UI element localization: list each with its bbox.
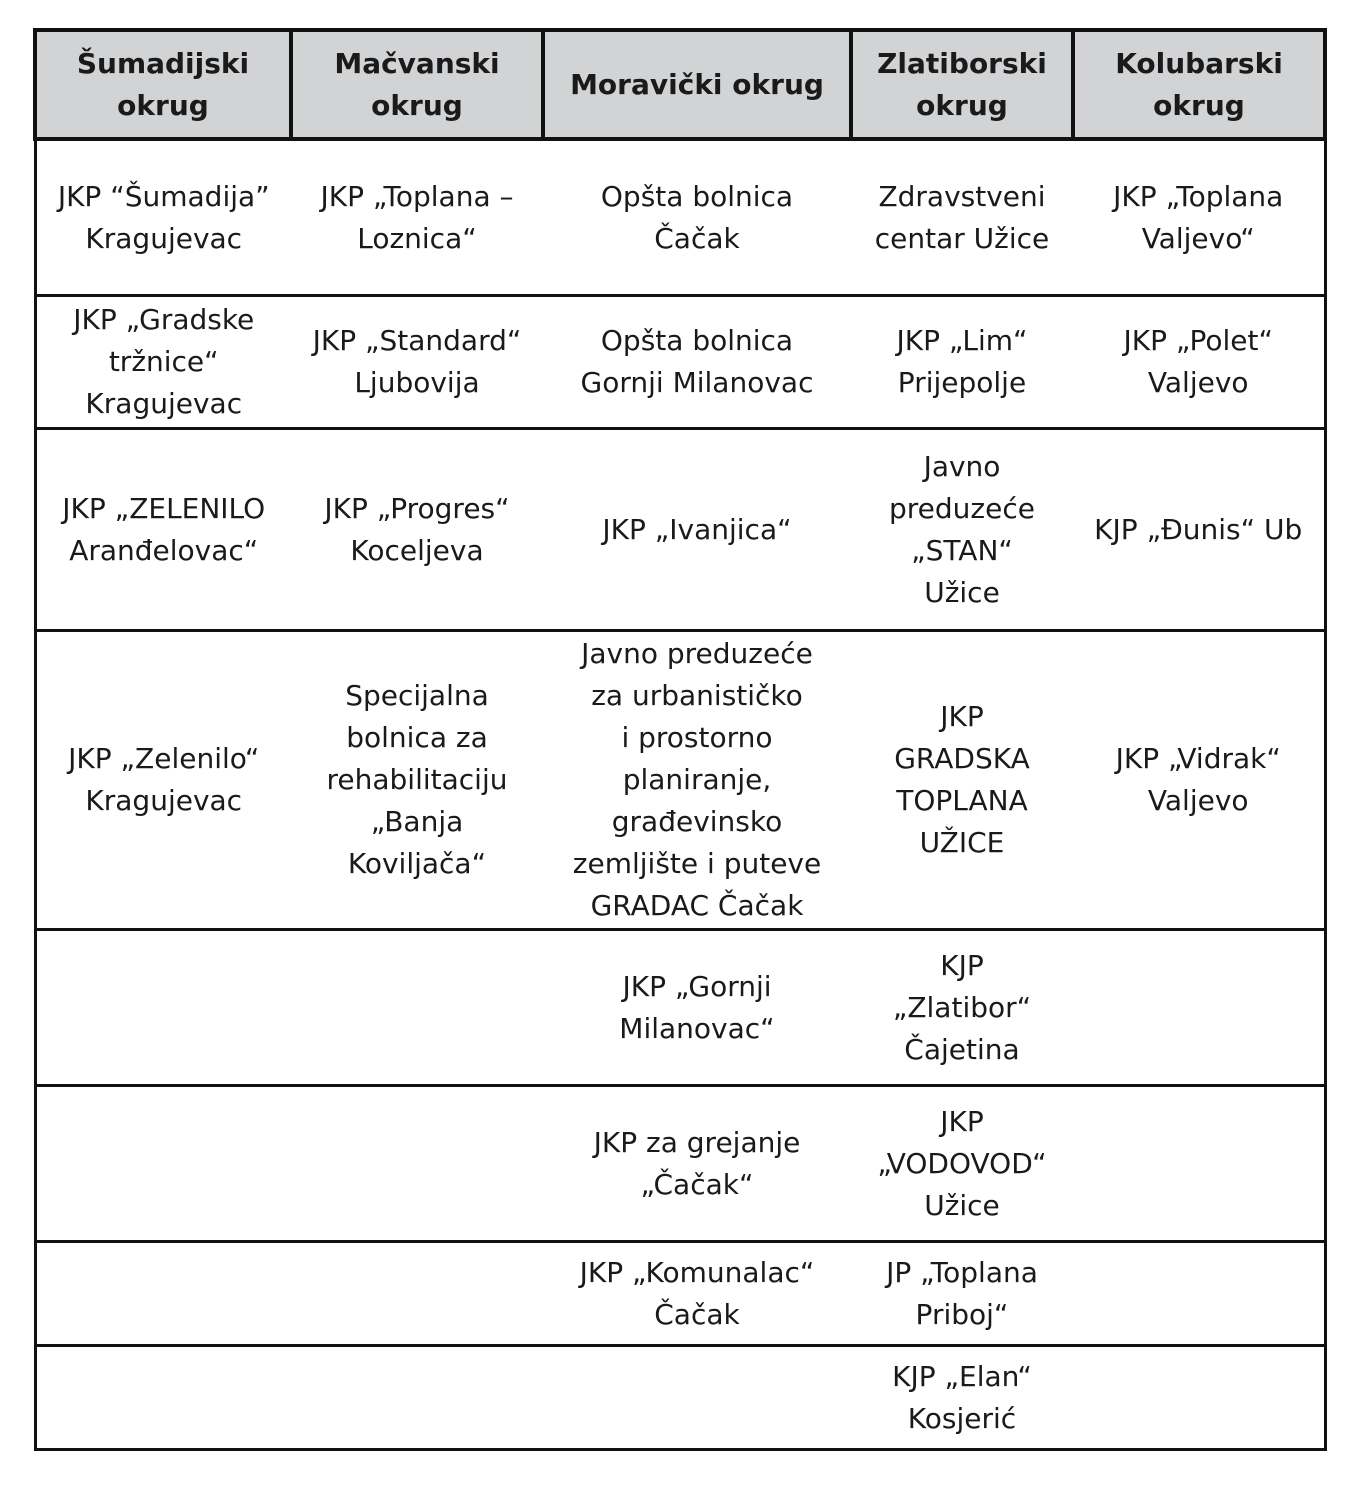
table-body bbox=[35, 139, 1325, 1450]
table-cell: JKP „VODOVOD“ Užice bbox=[851, 1086, 1073, 1242]
table-cell: KJP „Elan“ Kosjerić bbox=[851, 1346, 1073, 1450]
table-cell bbox=[35, 1346, 291, 1450]
table-cell: JKP GRADSKA TOPLANA UŽICE bbox=[851, 631, 1073, 930]
table-cell: JKP „Zelenilo“ Kragujevac bbox=[35, 631, 291, 930]
table-cell: JKP „Standard“ Ljubovija bbox=[291, 296, 543, 429]
table-cell bbox=[291, 1242, 543, 1346]
table-header bbox=[35, 30, 1325, 139]
table-cell bbox=[1073, 1346, 1325, 1450]
table-cell bbox=[1073, 1242, 1325, 1346]
header-kolubarski-okrug: Kolubarski okrug bbox=[1073, 30, 1325, 139]
enterprises-table-container bbox=[33, 28, 1323, 1451]
table-cell bbox=[543, 1346, 851, 1450]
table-cell: JKP „Ivanjica“ bbox=[543, 429, 851, 631]
header-moravicki-okrug: Moravički okrug bbox=[543, 30, 851, 139]
table-cell: KJP „Zlatibor“ Čajetina bbox=[851, 930, 1073, 1086]
table-cell: JKP „Vidrak“ Valjevo bbox=[1073, 631, 1325, 930]
table-cell bbox=[35, 1086, 291, 1242]
table-cell: Opšta bolnica Čačak bbox=[543, 139, 851, 296]
table-cell bbox=[291, 1346, 543, 1450]
table-row bbox=[35, 139, 1325, 296]
table-cell: JKP za grejanje „Čačak“ bbox=[543, 1086, 851, 1242]
table-cell: JKP „Komunalac“ Čačak bbox=[543, 1242, 851, 1346]
table-cell bbox=[291, 930, 543, 1086]
table-row bbox=[35, 631, 1325, 930]
table-cell: JKP „Toplana Valjevo“ bbox=[1073, 139, 1325, 296]
table-cell: Specijalna bolnica za rehabilitaciju „Banja Koviljača“ bbox=[291, 631, 543, 930]
table-cell: JP „Toplana Priboj“ bbox=[851, 1242, 1073, 1346]
table-cell: JKP “Šumadija” Kragujevac bbox=[35, 139, 291, 296]
table-row bbox=[35, 930, 1325, 1086]
table-cell bbox=[291, 1086, 543, 1242]
table-cell: JKP „Lim“ Prijepolje bbox=[851, 296, 1073, 429]
table-cell: JKP „ZELENILO Aranđelovac“ bbox=[35, 429, 291, 631]
table-row bbox=[35, 296, 1325, 429]
table-cell: JKP „Gornji Milanovac“ bbox=[543, 930, 851, 1086]
table-row bbox=[35, 429, 1325, 631]
table-row bbox=[35, 1242, 1325, 1346]
table-cell: KJP „Đunis“ Ub bbox=[1073, 429, 1325, 631]
enterprises-by-district-table bbox=[33, 28, 1327, 1451]
header-row bbox=[35, 30, 1325, 139]
table-cell: JKP „Polet“ Valjevo bbox=[1073, 296, 1325, 429]
table-cell bbox=[1073, 1086, 1325, 1242]
table-cell bbox=[35, 930, 291, 1086]
table-cell: Opšta bolnica Gornji Milanovac bbox=[543, 296, 851, 429]
header-sumadijski-okrug: Šumadijski okrug bbox=[35, 30, 291, 139]
table-cell: Javno preduzeće za urbanističko i prostorno planiranje, građevinsko zemljište i puteve GRADAC Čačak bbox=[543, 631, 851, 930]
table-cell bbox=[1073, 930, 1325, 1086]
table-cell: JKP „Toplana – Loznica“ bbox=[291, 139, 543, 296]
table-cell: Zdravstveni centar Užice bbox=[851, 139, 1073, 296]
table-row bbox=[35, 1086, 1325, 1242]
table-cell: JKP „Gradske tržnice“ Kragujevac bbox=[35, 296, 291, 429]
table-row bbox=[35, 1346, 1325, 1450]
table-cell bbox=[35, 1242, 291, 1346]
table-cell: JKP „Progres“ Koceljeva bbox=[291, 429, 543, 631]
header-macvanski-okrug: Mačvanski okrug bbox=[291, 30, 543, 139]
table-cell: Javno preduzeće „STAN“ Užice bbox=[851, 429, 1073, 631]
header-zlatiborski-okrug: Zlatiborski okrug bbox=[851, 30, 1073, 139]
